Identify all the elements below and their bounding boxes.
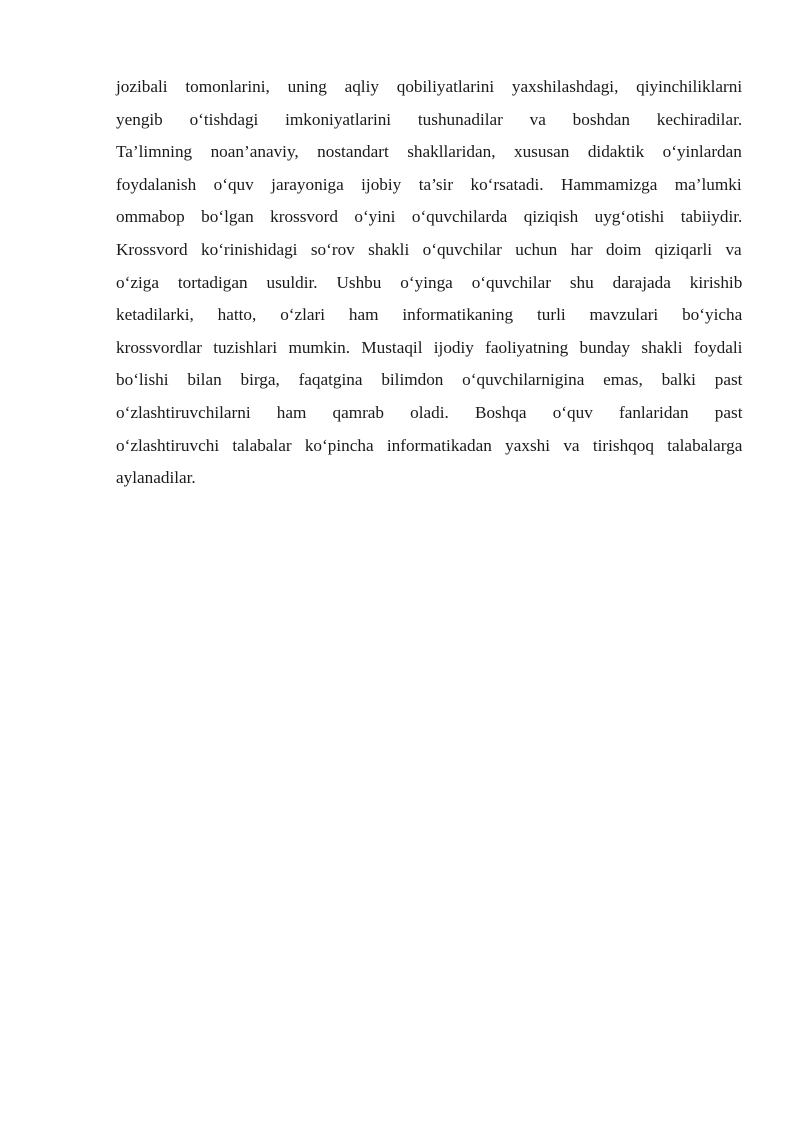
paragraph-line-6: Krossvord ko‘rinishidagi so‘rov shakli o‘quvchilar uchun har doim qiziqarli va bbox=[116, 239, 742, 259]
paragraph-line-2: yengib o‘tishdagi imkoniyatlarini tushunadilar va boshdan kechiradilar. bbox=[116, 109, 743, 129]
paragraph-line-5: ommabop bo‘lgan krossvord o‘yini o‘quvchilarda qiziqish uyg‘otishi tabiiydir. bbox=[116, 207, 743, 227]
paragraph-line-9: krossvordlar tuzishlari mumkin. Mustaqil ijodiy faoliyatning bunday shakli foydali bbox=[116, 337, 743, 357]
paragraph-line-7: o‘ziga tortadigan usuldir. Ushbu o‘yinga o‘quvchilar shu darajada kirishib bbox=[116, 272, 743, 292]
paragraph-line-13: aylanadilar. bbox=[116, 468, 196, 488]
paragraph-line-10: bo‘lishi bilan birga, faqatgina bilimdon o‘quvchilarnigina emas, balki past bbox=[116, 370, 743, 390]
paragraph-line-12: o‘zlashtiruvchi talabalar ko‘pincha informatikadan yaxshi va tirishqoq talabalarga bbox=[116, 435, 743, 455]
paragraph-line-11: o‘zlashtiruvchilarni ham qamrab oladi. Boshqa o‘quv fanlaridan past bbox=[116, 402, 743, 422]
paragraph-line-1: jozibali tomonlarini, uning aqliy qobiliyatlarini yaxshilashdagi, qiyinchiliklarni bbox=[116, 77, 743, 96]
paragraph-line-3: Ta’limning noan’anaviy, nostandart shakllaridan, xususan didaktik o‘yinlardan bbox=[116, 142, 742, 162]
body-paragraph bbox=[116, 71, 742, 495]
paragraph-line-4: foydalanish o‘quv jarayoniga ijobiy ta’sir ko‘rsatadi. Hammamizga ma’lumki bbox=[116, 174, 742, 194]
paragraph-line-8: ketadilarki, hatto, o‘zlari ham informatikaning turli mavzulari bo‘yicha bbox=[116, 305, 743, 325]
